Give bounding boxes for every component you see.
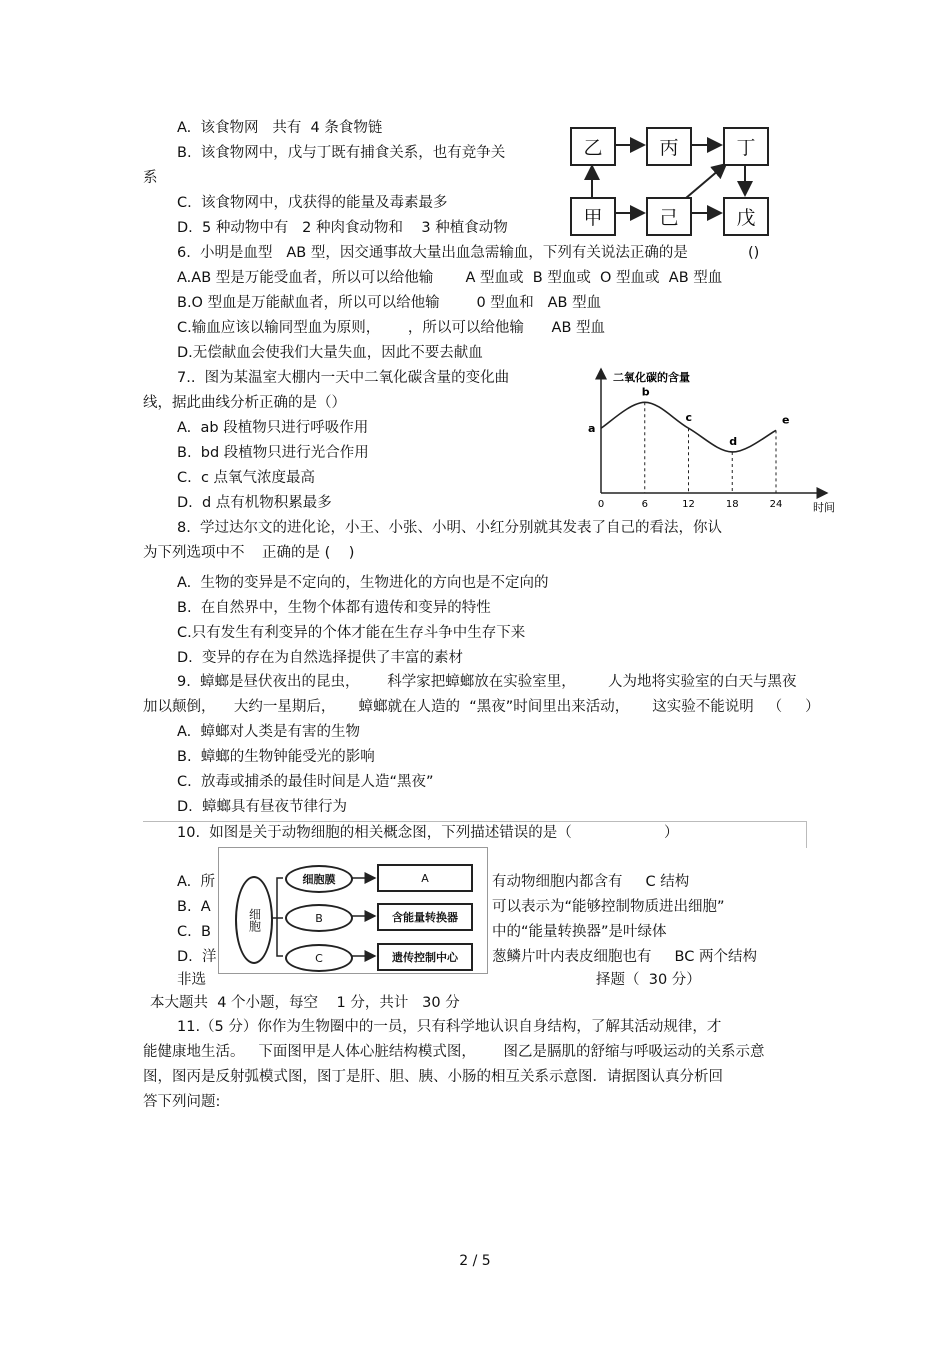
q5-option-b-cont: 系	[143, 170, 158, 186]
point-label-a: a	[588, 422, 596, 436]
section2-title-right: 择题（ 30 分）	[596, 972, 701, 988]
x-tick-0: 0	[597, 499, 605, 510]
node-yi: 乙	[570, 127, 616, 166]
cell-concept-map	[218, 847, 488, 974]
x-tick-6: 6	[641, 499, 648, 510]
q9-option-a: A. 蟑螂对人类是有害的生物	[177, 724, 360, 740]
co2-chart	[585, 365, 845, 515]
x-tick-24: 24	[769, 499, 783, 510]
q5-option-d: D. 5 种动物中有 2 种肉食动物和 3 种植食动物	[177, 220, 508, 236]
node-wu: 戊	[723, 197, 769, 236]
node-ding: 丁	[723, 127, 769, 166]
q6-option-c: C.输血应该以输同型血为原则， ，所以可以给他输 AB 型血	[177, 320, 606, 336]
q6-stem: 6. 小明是血型 AB 型，因交通事故大量出血急需输血，下列有关说法正确的是	[177, 245, 688, 261]
co2-curve	[601, 402, 776, 452]
x-tick-18: 18	[725, 499, 739, 510]
concept-membrane: 细胞膜	[285, 865, 353, 893]
q10-option-a-text: 有动物细胞内都含有 C 结构	[492, 874, 690, 890]
q7-stem: 7.. 图为某温室大棚内一天中二氧化碳含量的变化曲	[177, 370, 510, 386]
q9-stem-cont: 加以颠倒， 大约一星期后， 蟑螂就在人造的 “黑夜”时间里出来活动， 这实验不能说明 （ ）	[143, 699, 820, 715]
q5-option-a: A. 该食物网 共有 4 条食物链	[177, 120, 383, 136]
q8-stem-end: 正确的是 ( )	[262, 545, 355, 561]
point-label-e: e	[782, 413, 790, 427]
point-label-d: d	[729, 434, 738, 448]
q10-option-c: C. B	[177, 924, 211, 940]
q6-paren: ()	[748, 245, 760, 261]
q6-option-a: A.AB 型是万能受血者，所以可以给他输 A 型血或 B 型血或 O 型血或 AB 型血	[177, 270, 723, 286]
q7-option-a: A. ab 段植物只进行呼吸作用	[177, 420, 369, 436]
concept-box-genetic: 遗传控制中心	[377, 943, 473, 971]
q10-option-d: D. 洋	[177, 949, 217, 965]
x-tick-12: 12	[682, 499, 695, 510]
section2-title-left: 非选	[177, 972, 206, 988]
q6-option-d: D.无偿献血会使我们大量失血，因此不要去献血	[177, 345, 483, 361]
q7-stem-cont: 线，据此曲线分析正确的是（）	[143, 395, 346, 411]
q9-option-d: D. 蟑螂具有昼夜节律行为	[177, 799, 347, 815]
q9-option-c: C. 放毒或捕杀的最佳时间是人造“黑夜”	[177, 774, 434, 790]
q10-option-c-text: 中的“能量转换器”是叶绿体	[492, 924, 667, 940]
concept-box-energy: 含能量转换器	[377, 903, 473, 931]
point-label-c: c	[685, 411, 693, 425]
q7-option-d: D. d 点有机物积累最多	[177, 495, 332, 511]
q11-line4: 答下列问题:	[143, 1094, 221, 1110]
chart-title: 二氧化碳的含量	[613, 371, 690, 384]
concept-root-cell: 细胞	[235, 876, 273, 964]
concept-box-a: A	[377, 864, 473, 892]
q8-option-b: B. 在自然界中，生物个体都有遗传和变异的特性	[177, 600, 491, 616]
q10-option-d-text: 葱鳞片叶内表皮细胞也有 BC 两个结构	[492, 949, 757, 965]
q11-line3: 图，图丙是反射弧模式图，图丁是肝、胆、胰、小肠的相互关系示意图．请据图认真分析回	[143, 1069, 723, 1085]
q11-line1: 11.（5 分）你作为生物圈中的一员，只有科学地认识自身结构，了解其活动规律，才	[177, 1019, 722, 1035]
point-label-b: b	[641, 385, 650, 399]
q8-stem-cont: 为下列选项中不	[143, 545, 245, 561]
q8-stem: 8. 学过达尔文的进化论，小王、小张、小明、小红分别就其发表了自己的看法，你认	[177, 520, 723, 536]
node-bing: 丙	[646, 127, 692, 166]
q8-option-c: C.只有发生有利变异的个体才能在生存斗争中生存下来	[177, 625, 526, 641]
q10-option-b-text: 可以表示为“能够控制物质进出细胞”	[492, 899, 725, 915]
q10-stem: 10. 如图是关于动物细胞的相关概念图，下列描述错误的是（ ）	[177, 825, 679, 841]
node-ji: 己	[646, 197, 692, 236]
q9-stem: 9. 蟑螂是昼伏夜出的昆虫， 科学家把蟑螂放在实验室里， 人为地将实验室的白天与黑夜	[177, 674, 797, 690]
q11-line2: 能健康地生活。 下面图甲是人体心脏结构模式图， 图乙是膈肌的舒缩与呼吸运动的关系示意	[143, 1044, 765, 1060]
x-axis-label: 时间	[813, 501, 835, 514]
q6-option-b: B.O 型血是万能献血者，所以可以给他输 0 型血和 AB 型血	[177, 295, 602, 311]
q10-option-a: A. 所	[177, 874, 215, 890]
q9-option-b: B. 蟑螂的生物钟能受光的影响	[177, 749, 375, 765]
q7-option-c: C. c 点氧气浓度最高	[177, 470, 316, 486]
node-jia: 甲	[570, 197, 616, 236]
concept-c: C	[285, 944, 353, 972]
q10-option-b: B. A	[177, 899, 211, 915]
concept-b: B	[285, 904, 353, 932]
section2-note: 本大题共 4 个小题，每空 1 分，共计 30 分	[150, 995, 460, 1011]
q8-option-a: A. 生物的变异是不定向的，生物进化的方向也是不定向的	[177, 575, 549, 591]
q7-option-b: B. bd 段植物只进行光合作用	[177, 445, 369, 461]
page-number: 2 / 5	[459, 1253, 491, 1269]
q5-option-c: C. 该食物网中，戊获得的能量及毒素最多	[177, 195, 448, 211]
q8-option-d: D. 变异的存在为自然选择提供了丰富的素材	[177, 650, 463, 666]
q5-option-b: B. 该食物网中，戊与丁既有捕食关系，也有竞争关	[177, 145, 506, 161]
